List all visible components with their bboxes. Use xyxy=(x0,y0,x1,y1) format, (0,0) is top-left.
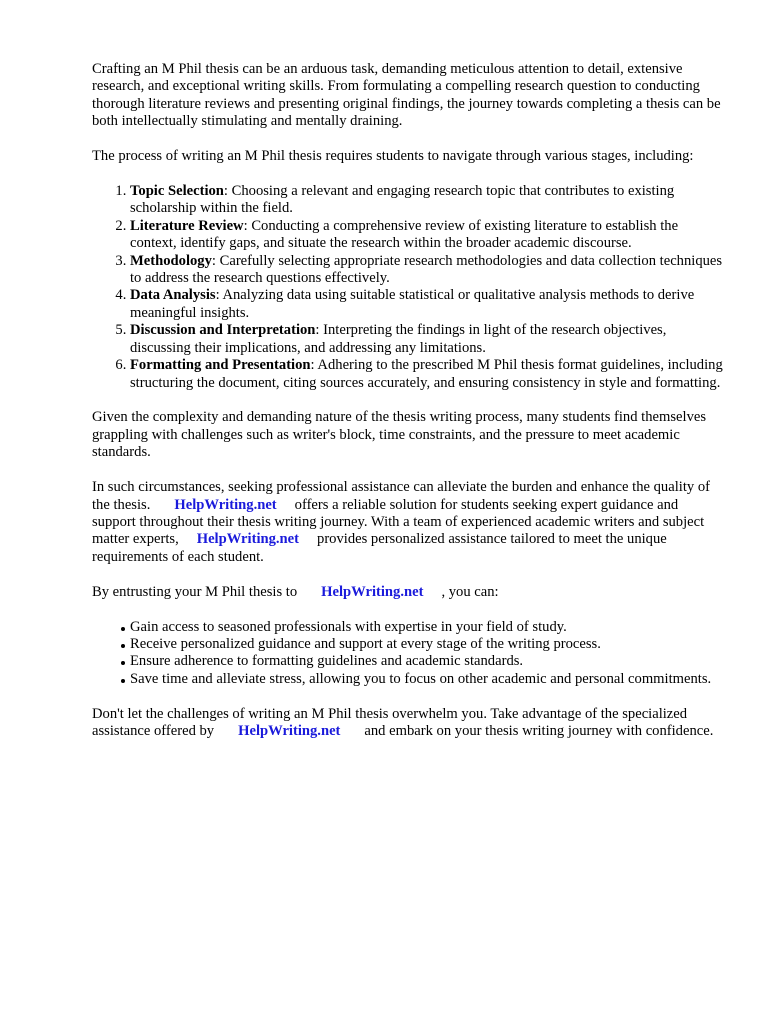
stage-text: Interpreting the findings in light of the research objectives, discussing their implications, and addressing any limitations. xyxy=(130,322,667,356)
stage-title: Discussion and Interpretation xyxy=(130,322,316,339)
stage-title: Data Analysis xyxy=(130,287,216,304)
benefit-item: Gain access to seasoned professionals with expertise in your field of study. xyxy=(130,619,724,636)
process-intro-paragraph: The process of writing an M Phil thesis requires students to navigate through various stages, including: xyxy=(92,148,694,165)
benefit-item: Save time and alleviate stress, allowing you to focus on other academic and personal commitments. xyxy=(130,671,724,688)
stage-text: Analyzing data using suitable statistical or qualitative analysis methods to derive meaningful insights. xyxy=(130,287,695,321)
helpwriting-link[interactable]: HelpWriting.net xyxy=(174,496,277,513)
stage-item: 6. Formatting and Presentation: Adhering to the prescribed M Phil thesis format guidelines, including structuring the document, citing sources accurately, and ensuring consistency in style and formatting. xyxy=(130,357,724,392)
stage-title: Literature Review xyxy=(130,217,244,234)
intro-paragraph: Crafting an M Phil thesis can be an arduous task, demanding meticulous attention to detail, extensive research, and exceptional writing skills. From formulating a compelling research question to conducting thorough literature reviews and presenting original findings, the journey towards completing a thesis can be both intellectually stimulating and mentally draining. xyxy=(92,61,721,130)
stage-text: Choosing a relevant and engaging research topic that contributes to existing scholarship within the field. xyxy=(130,183,675,217)
stage-item: 1. Topic Selection: Choosing a relevant and engaging research topic that contributes to existing scholarship within the field. xyxy=(130,183,724,218)
stage-text: Conducting a comprehensive review of existing literature to establish the context, identify gaps, and situate the research within the broader academic discourse. xyxy=(130,217,679,252)
helpwriting-link[interactable]: HelpWriting.net xyxy=(196,531,300,548)
document-page xyxy=(92,61,724,741)
stage-text: Carefully selecting appropriate research methodologies and data collection techniques to address the research questions effectively. xyxy=(130,252,723,287)
assistance-paragraph: In such circumstances, seeking professional assistance can alleviate the burden and enhance the quality of the thesis. HelpWriting.net offers a reliable solution for students seeking expert guidance and support throughout their thesis writing journey. With a team of experienced academic writers and subject matter experts, HelpWriting.net provides personalized assistance tailored to meet the unique requirements of each student. xyxy=(92,479,710,565)
stage-title: Methodology xyxy=(130,252,212,269)
stage-title: Topic Selection xyxy=(130,183,224,200)
stage-item: 2. Literature Review: Conducting a comprehensive review of existing literature to establish the context, identify gaps, and situate the research within the broader academic discourse. xyxy=(130,218,724,253)
stage-item: 5. Discussion and Interpretation: Interpreting the findings in light of the research objectives, discussing their implications, and addressing any limitations. xyxy=(130,322,724,357)
complexity-paragraph: Given the complexity and demanding nature of the thesis writing process, many students find themselves grappling with challenges such as writer's block, time constraints, and the pressure to meet academic standards. xyxy=(92,409,707,461)
stages-list xyxy=(92,183,724,392)
stage-item: 3. Methodology: Carefully selecting appropriate research methodologies and data collection techniques to address the research questions effectively. xyxy=(130,253,724,288)
helpwriting-link[interactable]: HelpWriting.net xyxy=(321,583,424,600)
entrust-paragraph: By entrusting your M Phil thesis to HelpWriting.net , you can: xyxy=(92,583,499,600)
stage-text: Adhering to the prescribed M Phil thesis format guidelines, including structuring the document, citing sources accurately, and ensuring consistency in style and formatting. xyxy=(130,357,723,391)
helpwriting-link[interactable]: HelpWriting.net xyxy=(238,723,341,740)
closing-paragraph: Don't let the challenges of writing an M Phil thesis overwhelm you. Take advantage of the specialized assistance offered by HelpWriting.net and embark on your thesis writing journey with confidence. xyxy=(92,705,714,740)
benefits-list xyxy=(92,619,724,689)
stage-title: Formatting and Presentation xyxy=(130,357,311,374)
stage-item: 4. Data Analysis: Analyzing data using suitable statistical or qualitative analysis methods to derive meaningful insights. xyxy=(130,287,724,322)
benefit-item: Ensure adherence to formatting guidelines and academic standards. xyxy=(130,653,724,670)
benefit-item: Receive personalized guidance and support at every stage of the writing process. xyxy=(130,636,724,653)
